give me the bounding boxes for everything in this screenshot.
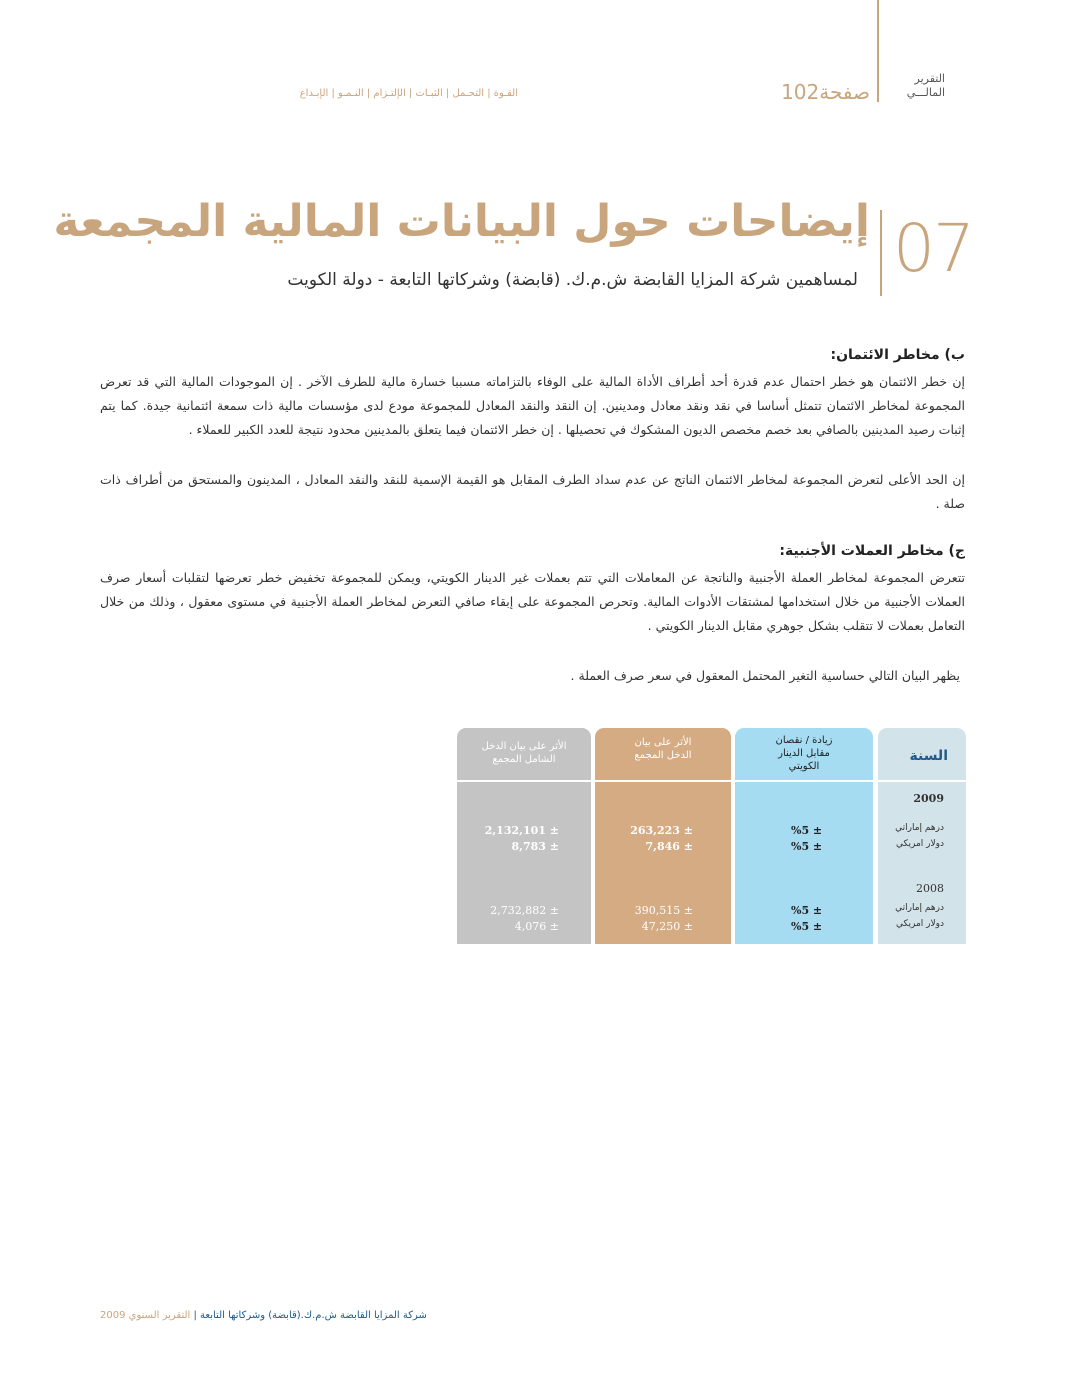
income-value: 263,223 ±: [630, 824, 693, 837]
year-label: 2008: [916, 882, 944, 895]
income-value: 7,846 ±: [645, 840, 693, 853]
change-value: %5 ±: [791, 840, 823, 853]
fx-risk-heading: ج) مخاطر العملات الأجنبية:: [779, 543, 965, 559]
credit-risk-paragraph-1: إن خطر الائتمان هو خطر احتمال عدم قدرة أحد أطراف الأداة المالية على الوفاء بالتزاماته مسببا خسارة مالية للطرف الآخر . إن الموجودات المالية التي قد تعرض المجموعة لمخاطر الائتمان تتمثل أساسا في نقد ونقد معادل ومدينين. إن النقد والنقد المعادل للمجموعة مودع لدى مؤسسات مالية ذات سمعة ائتمانية جيدة. كما يتم إثبات رصيد المدينين بالصافي بعد خصم مخصص الديون المشكوك في تحصيلها . إن خطر الائتمان فيما يتعلق بالمدينين محدود نتيجة للعدد الكبير للعملاء .: [100, 374, 965, 437]
year-header-cell: [878, 728, 966, 780]
change-header: زيادة / نقصان مقابل الدينار الكويتي: [775, 735, 833, 772]
currency-label: درهم إماراتي: [895, 823, 944, 833]
section-number: 07: [893, 210, 973, 287]
change-value: %5 ±: [791, 920, 823, 933]
change-value: %5 ±: [791, 824, 823, 837]
comprehensive-value: 2,732,882 ±: [490, 904, 559, 917]
income-effect-column: [595, 728, 731, 944]
change-header-cell: [735, 728, 873, 780]
values-strip: القـوة | التحـمل | الثبـات | الإلتـزام | النـمـو | الإبـداع: [299, 88, 518, 99]
sensitivity-table: [457, 728, 967, 944]
year-column: [878, 728, 966, 944]
comprehensive-value: 2,132,101 ±: [484, 824, 559, 837]
page-subtitle: لمساهمين شركة المزايا القابضة ش.م.ك. (قابضة) وشركاتها التابعة - دولة الكويت: [287, 270, 858, 290]
year-label: 2009: [913, 792, 944, 805]
report-label-line2: المالـــي: [906, 86, 945, 99]
income-header: الأثر على بيان الدخل المجمع: [634, 737, 692, 761]
change-body: [735, 782, 873, 944]
footer-company: شركة المزايا القابضة ش.م.ك.(قابضة) وشركاتها التابعة |: [193, 1310, 427, 1321]
comprehensive-value: 4,076 ±: [514, 920, 559, 933]
header-divider: [877, 0, 879, 102]
comprehensive-body: [457, 782, 591, 944]
footer: [100, 1310, 500, 1321]
currency-label: دولار امريكي: [896, 839, 944, 849]
comprehensive-header: الأثر على بيان الدخل الشامل المجمع: [481, 741, 567, 765]
change-column: [735, 728, 873, 944]
credit-risk-heading: ب) مخاطر الائتمان:: [830, 347, 965, 363]
fx-risk-paragraph-1: تتعرض المجموعة لمخاطر العملة الأجنبية والناتجة عن المعاملات التي تتم بعملات غير الدينار الكويتي، ويمكن للمجموعة تخفيض خطر تعرضها لتقلبات أسعار صرف العملات الأجنبية من خلال استخدامها لمشتقات الأدوات المالية. وتحرص المجموعة على إبقاء صافي التعرض لمخاطر العملة الأجنبية في مستوى معقول ، وذلك من خلال التعامل بعملات لا تتقلب بشكل جوهري مقابل الدينار الكويتي .: [100, 570, 965, 633]
fx-risk-paragraph-2: يظهر البيان التالي حساسية التغير المحتمل المعقول في سعر صرف العملة .: [570, 668, 960, 683]
currency-label: درهم إماراتي: [895, 903, 944, 913]
income-value: 390,515 ±: [634, 904, 693, 917]
title-divider: [880, 210, 882, 296]
income-header-cell: [595, 728, 731, 780]
income-value: 47,250 ±: [641, 920, 693, 933]
report-label: [885, 72, 945, 100]
currency-label: دولار امريكي: [896, 919, 944, 929]
year-body: [878, 782, 966, 944]
comprehensive-value: 8,783 ±: [511, 840, 559, 853]
change-value: %5 ±: [791, 904, 823, 917]
income-body: [595, 782, 731, 944]
year-header: السنة: [909, 748, 948, 764]
credit-risk-paragraph-2: إن الحد الأعلى لتعرض المجموعة لمخاطر الائتمان الناتج عن عدم سداد الطرف المقابل هو القيمة الإسمية للنقد والنقد المعادل ، المدينون والمستحق من أطراف ذات صلة .: [100, 472, 965, 511]
footer-report: التقرير السنوي 2009: [100, 1310, 191, 1321]
page-title: إيضاحات حول البيانات المالية المجمعة: [53, 196, 870, 247]
comprehensive-header-cell: [457, 728, 591, 780]
report-label-line1: التقرير: [914, 72, 945, 85]
comprehensive-effect-column: [457, 728, 591, 944]
page-number: صفحة102: [781, 80, 870, 104]
